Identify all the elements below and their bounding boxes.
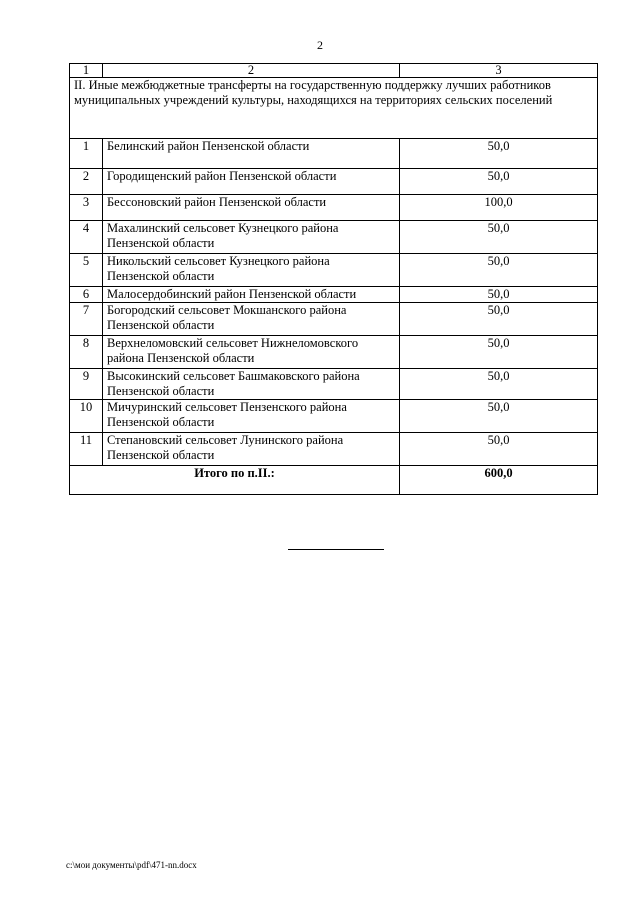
table-row (70, 303, 598, 336)
row-number: 6 (70, 287, 103, 303)
row-number: 9 (70, 369, 103, 400)
row-value: 50,0 (400, 303, 598, 336)
row-name: Высокинский сельсовет Башмаковского района Пензенской области (103, 369, 400, 400)
footer-file-path: c:\мои документы\pdf\471-nn.docx (66, 860, 197, 870)
total-label: Итого по п.II.: (70, 466, 400, 495)
row-name: Никольский сельсовет Кузнецкого района Пензенской области (103, 254, 400, 287)
column-number-2: 2 (103, 64, 400, 78)
row-number: 2 (70, 169, 103, 195)
row-name: Бессоновский район Пензенской области (103, 195, 400, 221)
table-row (70, 369, 598, 400)
row-value: 50,0 (400, 433, 598, 466)
row-name: Махалинский сельсовет Кузнецкого района Пензенской области (103, 221, 400, 254)
row-value: 50,0 (400, 254, 598, 287)
table-row (70, 169, 598, 195)
column-number-row (70, 64, 598, 78)
row-number: 3 (70, 195, 103, 221)
row-value: 50,0 (400, 287, 598, 303)
column-number-1: 1 (70, 64, 103, 78)
table-row (70, 433, 598, 466)
row-number: 8 (70, 336, 103, 369)
section-title: II. Иные межбюджетные трансферты на государственную поддержку лучших работников муниципальных учреждений культуры, находящихся на территориях сельских поселений (70, 78, 598, 139)
row-name: Богородский сельсовет Мокшанского района Пензенской области (103, 303, 400, 336)
row-value: 50,0 (400, 221, 598, 254)
row-name: Белинский район Пензенской области (103, 139, 400, 169)
row-value: 50,0 (400, 336, 598, 369)
table-row (70, 195, 598, 221)
table-body (70, 139, 598, 466)
separator-line (288, 549, 384, 550)
table-row (70, 254, 598, 287)
row-number: 1 (70, 139, 103, 169)
transfers-table (69, 63, 598, 495)
row-value: 100,0 (400, 195, 598, 221)
table-row (70, 336, 598, 369)
table-row (70, 400, 598, 433)
row-value: 50,0 (400, 169, 598, 195)
row-number: 5 (70, 254, 103, 287)
row-name: Верхнеломовский сельсовет Нижнеломовского района Пензенской области (103, 336, 400, 369)
row-number: 11 (70, 433, 103, 466)
page-number: 2 (317, 38, 323, 52)
total-row (70, 466, 598, 495)
row-number: 4 (70, 221, 103, 254)
row-value: 50,0 (400, 400, 598, 433)
row-number: 10 (70, 400, 103, 433)
row-name: Степановский сельсовет Лунинского района Пензенской области (103, 433, 400, 466)
row-name: Мичуринский сельсовет Пензенского района Пензенской области (103, 400, 400, 433)
row-number: 7 (70, 303, 103, 336)
row-value: 50,0 (400, 139, 598, 169)
section-title-row (70, 78, 598, 139)
column-number-3: 3 (400, 64, 598, 78)
table-row (70, 139, 598, 169)
table-row (70, 221, 598, 254)
total-value: 600,0 (400, 466, 598, 495)
row-name: Городищенский район Пензенской области (103, 169, 400, 195)
row-value: 50,0 (400, 369, 598, 400)
table-row (70, 287, 598, 303)
row-name: Малосердобинский район Пензенской области (103, 287, 400, 303)
